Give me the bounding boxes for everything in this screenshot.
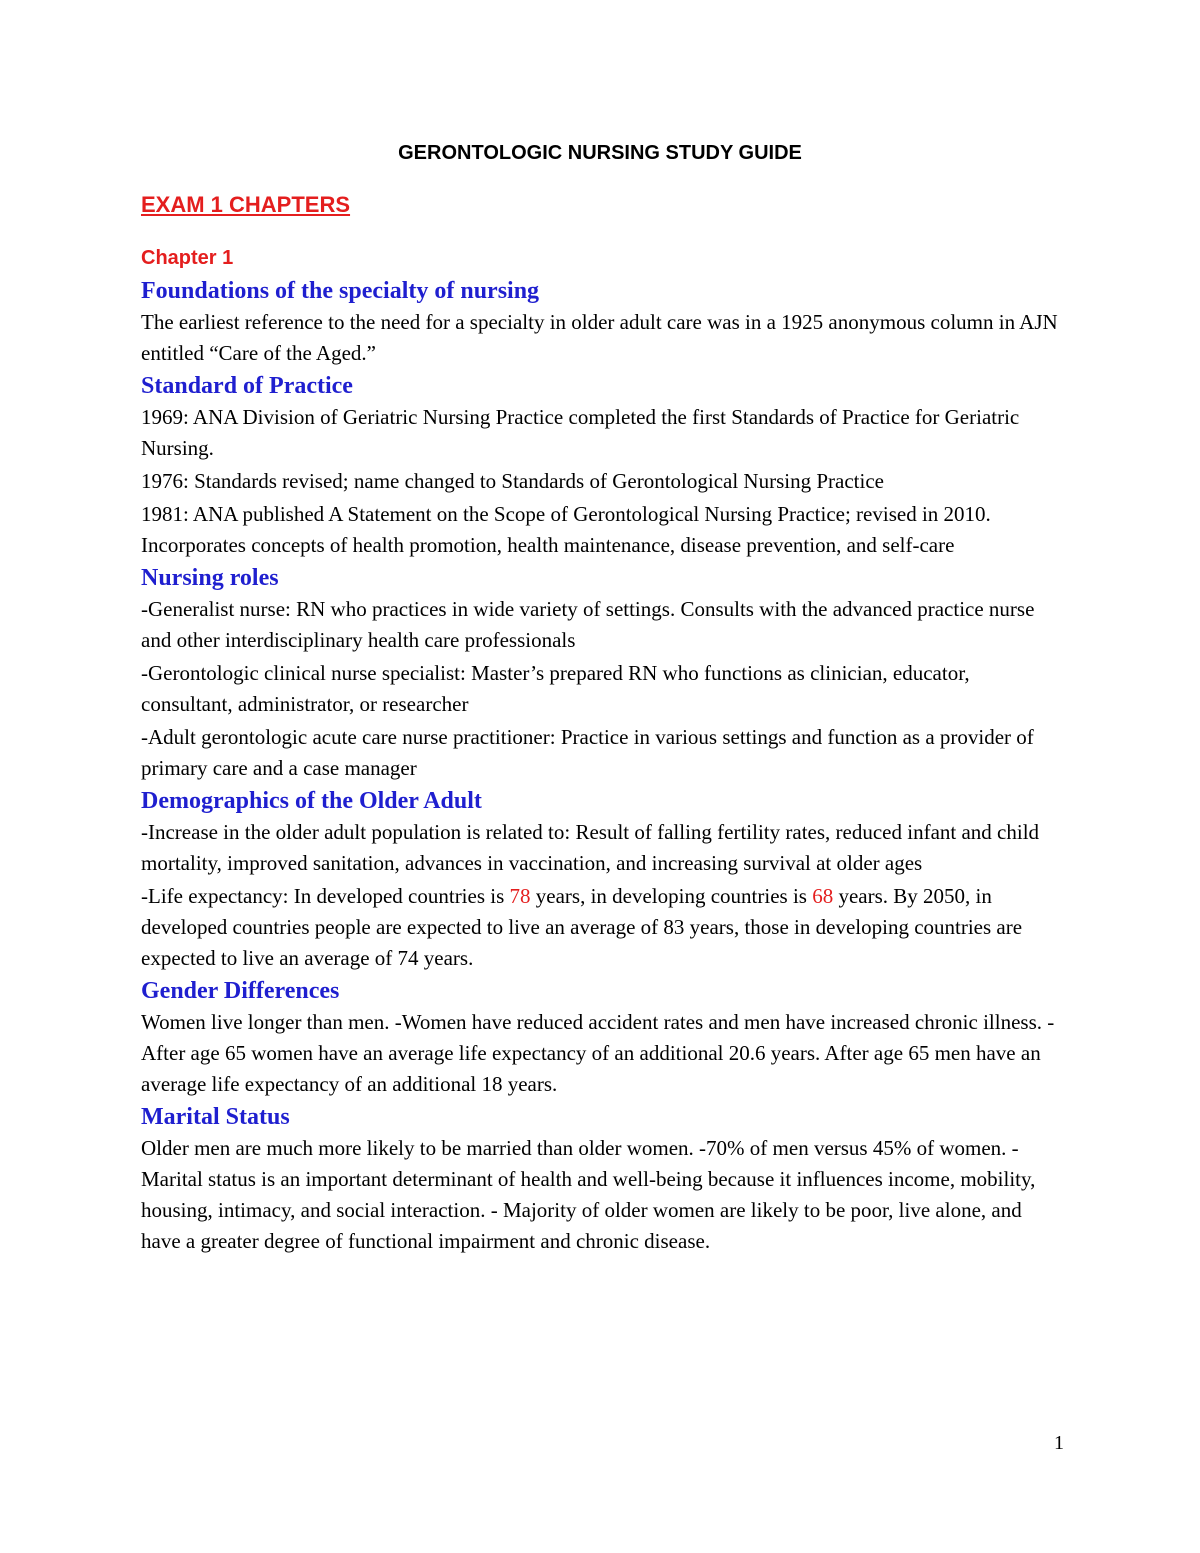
marital-paragraph: Older men are much more likely to be married than older women. -70% of men versus 45% of women. -Marital status is an important determinant of health and well-being because it influences income, mobility, housing, intimacy, and social interaction. - Majority of older women are likely to be poor, live alone, and have a greater degree of functional impairment and chronic disease. (141, 1136, 1036, 1253)
developed-life-expectancy-value: 78 (509, 884, 531, 908)
foundations-paragraph: The earliest reference to the need for a specialty in older adult care was in a 1925 anonymous column in AJN entitled “Care of the Aged.” (141, 310, 1058, 365)
roles-paragraph-nurse-practitioner: -Adult gerontologic acute care nurse practitioner: Practice in various settings and function as a provider of primary care and a case manager (141, 725, 1034, 780)
gender-paragraph: Women live longer than men. -Women have reduced accident rates and men have increased chronic illness. - After age 65 women have an average life expectancy of an additional 20.6 years. After age 65 men have an average life expectancy of an additional 18 years. (141, 1010, 1055, 1096)
section-heading-foundations: Foundations of the specialty of nursing (141, 278, 540, 304)
demographics-paragraph-life-expectancy (141, 881, 1061, 974)
life-expectancy-text-3: years. By 2050, in developed countries people are expected to live an average of 83 years, those in developing countries are expected to live an average of 74 years. (141, 884, 1023, 970)
life-expectancy-text-1: -Life expectancy: In developed countries is (141, 884, 510, 908)
section-heading-standard: Standard of Practice (141, 373, 353, 399)
section-heading-gender: Gender Differences (141, 978, 340, 1004)
section-heading-marital: Marital Status (141, 1104, 290, 1130)
section-heading-roles: Nursing roles (141, 565, 279, 591)
roles-paragraph-clinical-specialist: -Gerontologic clinical nurse specialist: Master’s prepared RN who functions as clinician, educator, consultant, administrator, or researcher (141, 661, 970, 716)
section-heading-demographics: Demographics of the Older Adult (141, 788, 482, 814)
standard-paragraph-1969: 1969: ANA Division of Geriatric Nursing Practice completed the first Standards of Practice for Geriatric Nursing. (141, 405, 1020, 460)
standard-paragraph-1976: 1976: Standards revised; name changed to Standards of Gerontological Nursing Practice (141, 469, 884, 493)
page-number: 1 (1054, 1432, 1064, 1454)
chapter-label: Chapter 1 (141, 247, 234, 269)
document-body (141, 244, 1061, 1259)
roles-paragraph-generalist: -Generalist nurse: RN who practices in wide variety of settings. Consults with the advanced practice nurse and other interdisciplinary health care professionals (141, 597, 1035, 652)
developing-life-expectancy-value: 68 (812, 884, 834, 908)
exam-heading: EXAM 1 CHAPTERS (141, 192, 351, 217)
document-title: GERONTOLOGIC NURSING STUDY GUIDE (398, 142, 802, 164)
life-expectancy-text-2: years, in developing countries is (530, 884, 813, 908)
demographics-paragraph-population: -Increase in the older adult population is related to: Result of falling fertility rates, reduced infant and child mortality, improved sanitation, advances in vaccination, and increasing survival at older ages (141, 820, 1040, 875)
standard-paragraph-1981: 1981: ANA published A Statement on the Scope of Gerontological Nursing Practice; revised in 2010. Incorporates concepts of health promotion, health maintenance, disease prevention, and self-care (141, 502, 991, 557)
